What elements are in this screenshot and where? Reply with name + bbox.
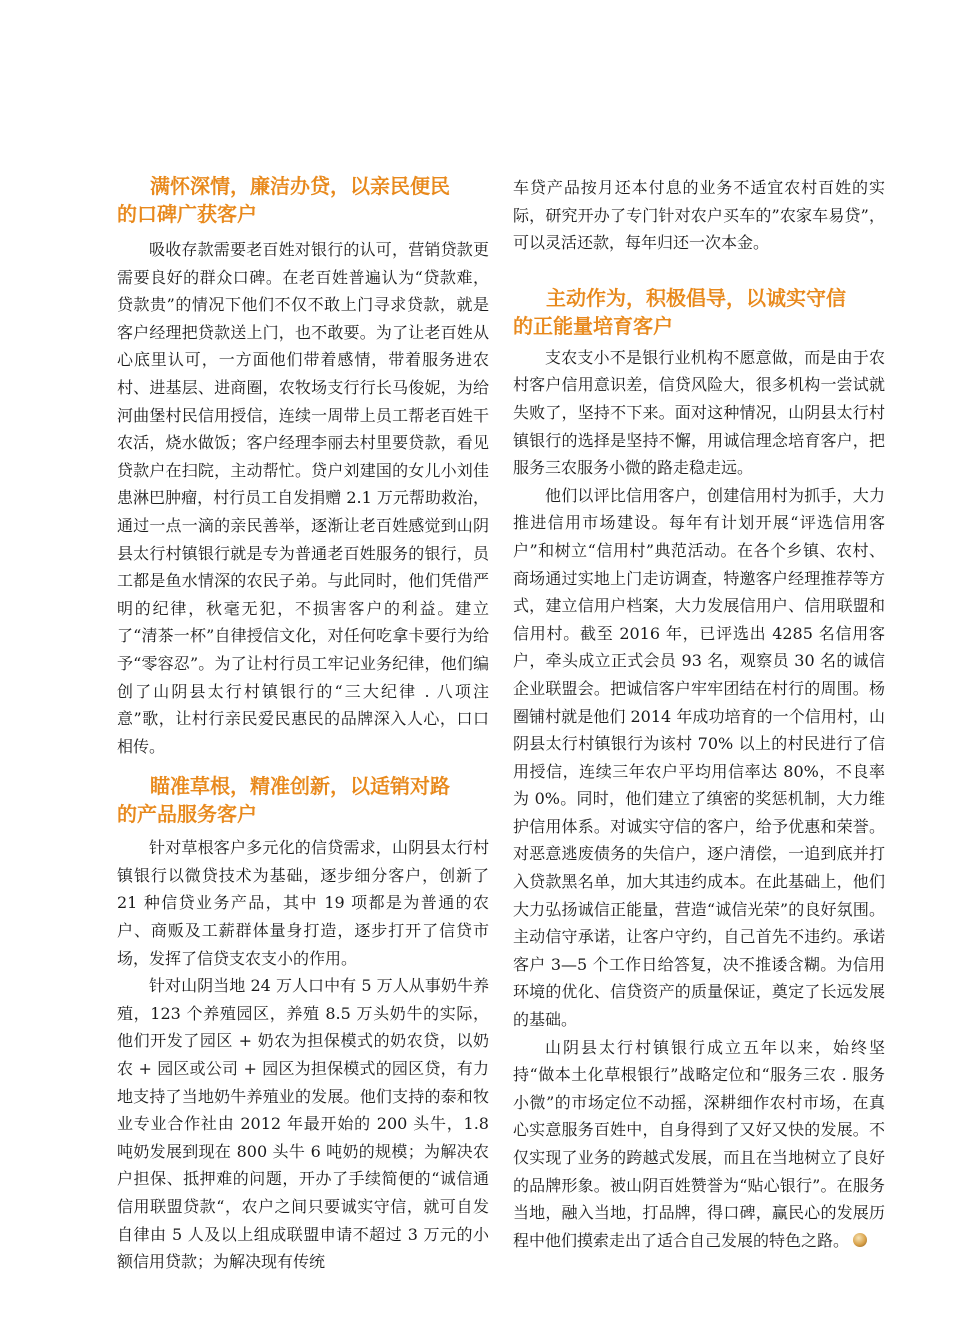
paragraph: 他们以评比信用客户，创建信用村为抓手，大力推进信用市场建设。每年有计划开展“评选信用客户”和树立“信用村”典范活动。在各个乡镇、农村、商场通过实地上门走访调查，特邀客户经理推荐等方式，建立信用户档案，大力发展信用户、信用联盟和信用村。截至 2016 年，已评选出 4285 名信用客户，牵头成立正式会员 93 名，观察员 30 名的诚信企业联盟会。把诚信客户牢牢团结在村行的周围。杨圈铺村就是他们 2014 年成功培育的一个信用村，山阴县太行村镇银行为该村 70% 以上的村民进行了信用授信，连续三年农户平均用信率达 80%，不良率为 0%。同时，他们建立了缜密的奖惩机制，大力维护信用体系。对诚实守信的客户，给予优惠和荣誉。对恶意逃废债务的失信户，逐户清偿，一追到底并打入贷款黑名单，加大其违约成本。在此基础上，他们大力弘扬诚信正能量，营造“诚信光荣”的良好氛围。主动信守承诺，让客户守约，自己首先不违约。承诺客户 3—5 个工作日给答复，决不推诿含糊。为信用环境的优化、信贷资产的质量保证，奠定了长远发展的基础。 — [513, 485, 885, 1030]
section-3-body — [513, 344, 885, 1255]
paragraph-continuation: 车贷产品按月还本付息的业务不适宜农村百姓的实际，研究开办了专门针对农户买车的”农家车易贷”，可以灵活还款，每年归还一次本金。 — [513, 178, 885, 253]
section-heading-1-line2: 的口碑广获客户 — [117, 202, 257, 226]
paragraph-final-text: 山阴县太行村镇银行成立五年以来，始终坚持“做本土化草根银行”战略定位和“服务三农 . 服务小微”的市场定位不动摇，深耕细作农村市场，在真心实意服务百姓中，自身得到了又好又快的发展。不仅实现了业务的跨越式发展，而且在当地树立了良好的品牌形象。被山阴百姓赞誉为“贴心银行”。在服务当地，融入当地，打品牌，得口碑，赢民心的发展历程中他们摸索走出了适合自己发展的特色之路。 — [513, 1037, 885, 1250]
paragraph: 支农支小不是银行业机构不愿意做，而是由于农村客户信用意识差，信贷风险大，很多机构一尝试就失败了，坚持不下来。面对这种情况，山阴县太行村镇银行的选择是坚持不懈，用诚信理念培育客户，把服务三农服务小微的路走稳走远。 — [513, 347, 885, 478]
paragraph: 针对草根客户多元化的信贷需求，山阴县太行村镇银行以微贷技术为基础，逐步细分客户，创新了 21 种信贷业务产品，其中 19 项都是为普通的农户、商贩及工薪群体量身打造，逐步打开了信贷市场，发挥了信贷支农支小的作用。 — [117, 838, 489, 968]
paragraph: 吸收存款需要老百姓对银行的认可，营销贷款更需要良好的群众口碑。在老百姓普遍认为“贷款难，贷款贵”的情况下他们不仅不敢上门寻求贷款，就是客户经理把贷款送上门，也不敢要。为了让老百姓从心底里认可，一方面他们带着感情，带着服务进农村、进基层、进商圈，农牧场支行行长马俊妮，为给河曲堡村民信用授信，连续一周带上员工帮老百姓干农活，烧水做饭；客户经理李丽去村里要贷款，看见贷款户在扫院，主动帮忙。贷户刘建国的女儿小刘佳患淋巴肿瘤，村行员工自发捐赠 2.1 万元帮助救治，通过一点一滴的亲民善举，逐渐让老百姓感觉到山阴县太行村镇银行就是专为普通老百姓服务的银行，员工都是鱼水情深的农民子弟。与此同时，他们凭借严明的纪律，秋毫无犯，不损害客户的利益。建立了“清茶一杯”自律授信文化，对任何吃拿卡要行为给予“零容忍”。为了让村行员工牢记业务纪律，他们编创了山阴县太行村镇银行的“三大纪律 . 八项注意”歌，让村行亲民爱民惠民的品牌深入人心，口口相传。 — [117, 240, 489, 756]
section-2-body — [117, 834, 489, 1276]
section-heading-3-line1: 主动作为，积极倡导，以诚实守信 — [546, 285, 846, 310]
left-column — [117, 172, 489, 1276]
section-heading-3-line2: 的正能量培育客户 — [513, 313, 673, 338]
right-column — [513, 174, 885, 1254]
section-1-body — [117, 236, 489, 760]
section-heading-1-line1: 满怀深情，廉洁办贷，以亲民便民 — [150, 174, 450, 198]
section-heading-2-line2: 的产品服务客户 — [117, 802, 257, 827]
section-heading-1 — [117, 172, 489, 228]
section-heading-2 — [117, 772, 489, 828]
section-heading-3 — [513, 284, 885, 340]
paragraph-final — [513, 1034, 885, 1255]
coin-end-mark-icon — [853, 1233, 867, 1247]
section-heading-2-line1: 瞄准草根，精准创新，以适销对路 — [150, 774, 450, 799]
paragraph: 针对山阴当地 24 万人口中有 5 万人从事奶牛养殖，123 个养殖园区，养殖 8.5 万头奶牛的实际，他们开发了园区 + 奶农为担保模式的奶农贷，以奶农 + 园区或公司 + 园区为担保模式的园区贷，有力地支持了当地奶牛养殖业的发展。他们支持的泰和牧业专业合作社由 2012 年最开始的 200 头牛，1.8 吨奶发展到现在 800 头牛 6 吨奶的规模；为解决农户担保、抵押难的问题，开办了手续简便的“诚信通信用联盟贷款“，农户之间只要诚实守信，就可自发自律由 5 人及以上组成联盟申请不超过 3 万元的小额信用贷款；为解决现有传统 — [117, 976, 489, 1272]
